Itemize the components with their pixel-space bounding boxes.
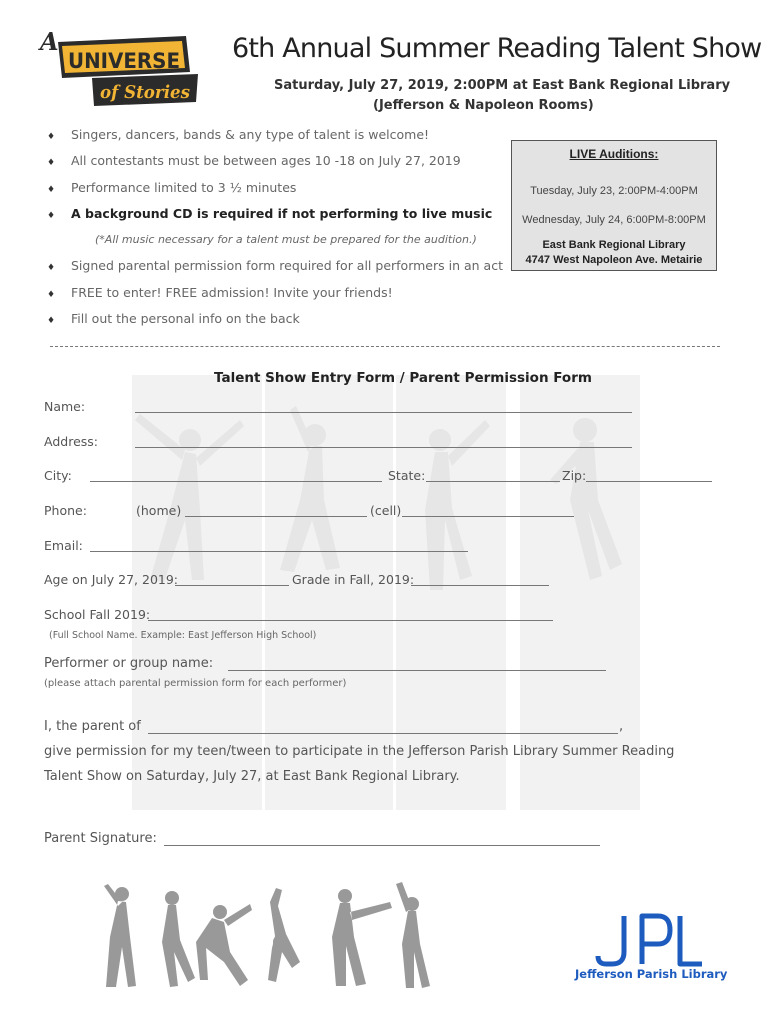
bullet-item: ♦ Performance limited to 3 ½ minutes xyxy=(47,180,297,195)
email-field[interactable] xyxy=(90,551,468,552)
bullet-item: ♦ Singers, dancers, bands & any type of talent is welcome! xyxy=(47,127,430,142)
auditions-heading: LIVE Auditions: xyxy=(569,147,659,161)
home-phone-field[interactable] xyxy=(185,516,367,517)
city-field[interactable] xyxy=(90,481,382,482)
audition-address: 4747 West Napoleon Ave. Metairie xyxy=(525,254,703,266)
performer-label: Performer or group name: xyxy=(44,656,214,671)
audition-date-1: Tuesday, July 23, 2:00PM-4:00PM xyxy=(530,185,698,197)
audition-location: East Bank Regional Library xyxy=(542,239,686,251)
age-field[interactable] xyxy=(175,585,289,586)
home-phone-label: (home) xyxy=(136,503,182,518)
email-label: Email: xyxy=(44,538,83,553)
name-field[interactable] xyxy=(135,412,632,413)
state-label: State: xyxy=(388,468,426,483)
parent-of-label: I, the parent of xyxy=(44,719,141,734)
permission-line-2: Talent Show on Saturday, July 27, at East Bank Regional Library. xyxy=(44,769,460,784)
cell-phone-field[interactable] xyxy=(402,516,574,517)
address-label: Address: xyxy=(44,434,98,449)
performer-field[interactable] xyxy=(228,670,606,671)
address-field[interactable] xyxy=(135,447,632,448)
bullet-item: ♦ A background CD is required if not performing to live music xyxy=(47,206,493,221)
signature-field[interactable] xyxy=(164,845,600,846)
auditions-box xyxy=(511,140,717,271)
universe-of-stories-logo xyxy=(38,28,200,108)
grade-field[interactable] xyxy=(411,585,549,586)
audition-date-2: Wednesday, July 24, 6:00PM-8:00PM xyxy=(522,214,706,226)
zip-field[interactable] xyxy=(586,481,712,482)
name-label: Name: xyxy=(44,399,86,414)
music-note: (*All music necessary for a talent must be prepared for the audition.) xyxy=(95,233,477,246)
school-note: (Full School Name. Example: East Jefferson High School) xyxy=(49,630,317,641)
grade-label: Grade in Fall, 2019: xyxy=(292,572,415,587)
cell-phone-label: (cell) xyxy=(370,503,402,518)
city-label: City: xyxy=(44,468,72,483)
bullet-item: ♦ Fill out the personal info on the back xyxy=(47,311,300,326)
bullet-item: ♦ Signed parental permission form required for all performers in an act xyxy=(47,258,503,273)
permission-line-1: give permission for my teen/tween to participate in the Jefferson Parish Library Summer Reading xyxy=(44,744,675,759)
dancers-silhouette-icon xyxy=(100,882,440,992)
comma: , xyxy=(619,719,624,734)
performer-note: (please attach parental permission form for each performer) xyxy=(44,678,347,689)
logo-of-stories: of Stories xyxy=(100,82,190,103)
bullet-item: ♦ FREE to enter! FREE admission! Invite your friends! xyxy=(47,285,393,300)
school-field[interactable] xyxy=(148,620,553,621)
signature-label: Parent Signature: xyxy=(44,831,157,846)
event-rooms: (Jefferson & Napoleon Rooms) xyxy=(373,98,594,113)
jpl-name: Jefferson Parish Library xyxy=(575,967,728,981)
page-title: 6th Annual Summer Reading Talent Show xyxy=(232,33,762,64)
cut-line xyxy=(50,346,720,347)
logo-letter: A xyxy=(40,28,59,56)
phone-label: Phone: xyxy=(44,503,87,518)
bullet-item: ♦ All contestants must be between ages 10 -18 on July 27, 2019 xyxy=(47,153,461,168)
event-date-location: Saturday, July 27, 2019, 2:00PM at East Bank Regional Library xyxy=(274,78,731,93)
school-label: School Fall 2019: xyxy=(44,607,151,622)
form-title: Talent Show Entry Form / Parent Permission Form xyxy=(214,370,592,386)
child-name-field[interactable] xyxy=(148,733,618,734)
zip-label: Zip: xyxy=(562,468,587,483)
age-label: Age on July 27, 2019: xyxy=(44,572,179,587)
state-field[interactable] xyxy=(426,481,560,482)
logo-universe: UNIVERSE xyxy=(68,49,180,73)
